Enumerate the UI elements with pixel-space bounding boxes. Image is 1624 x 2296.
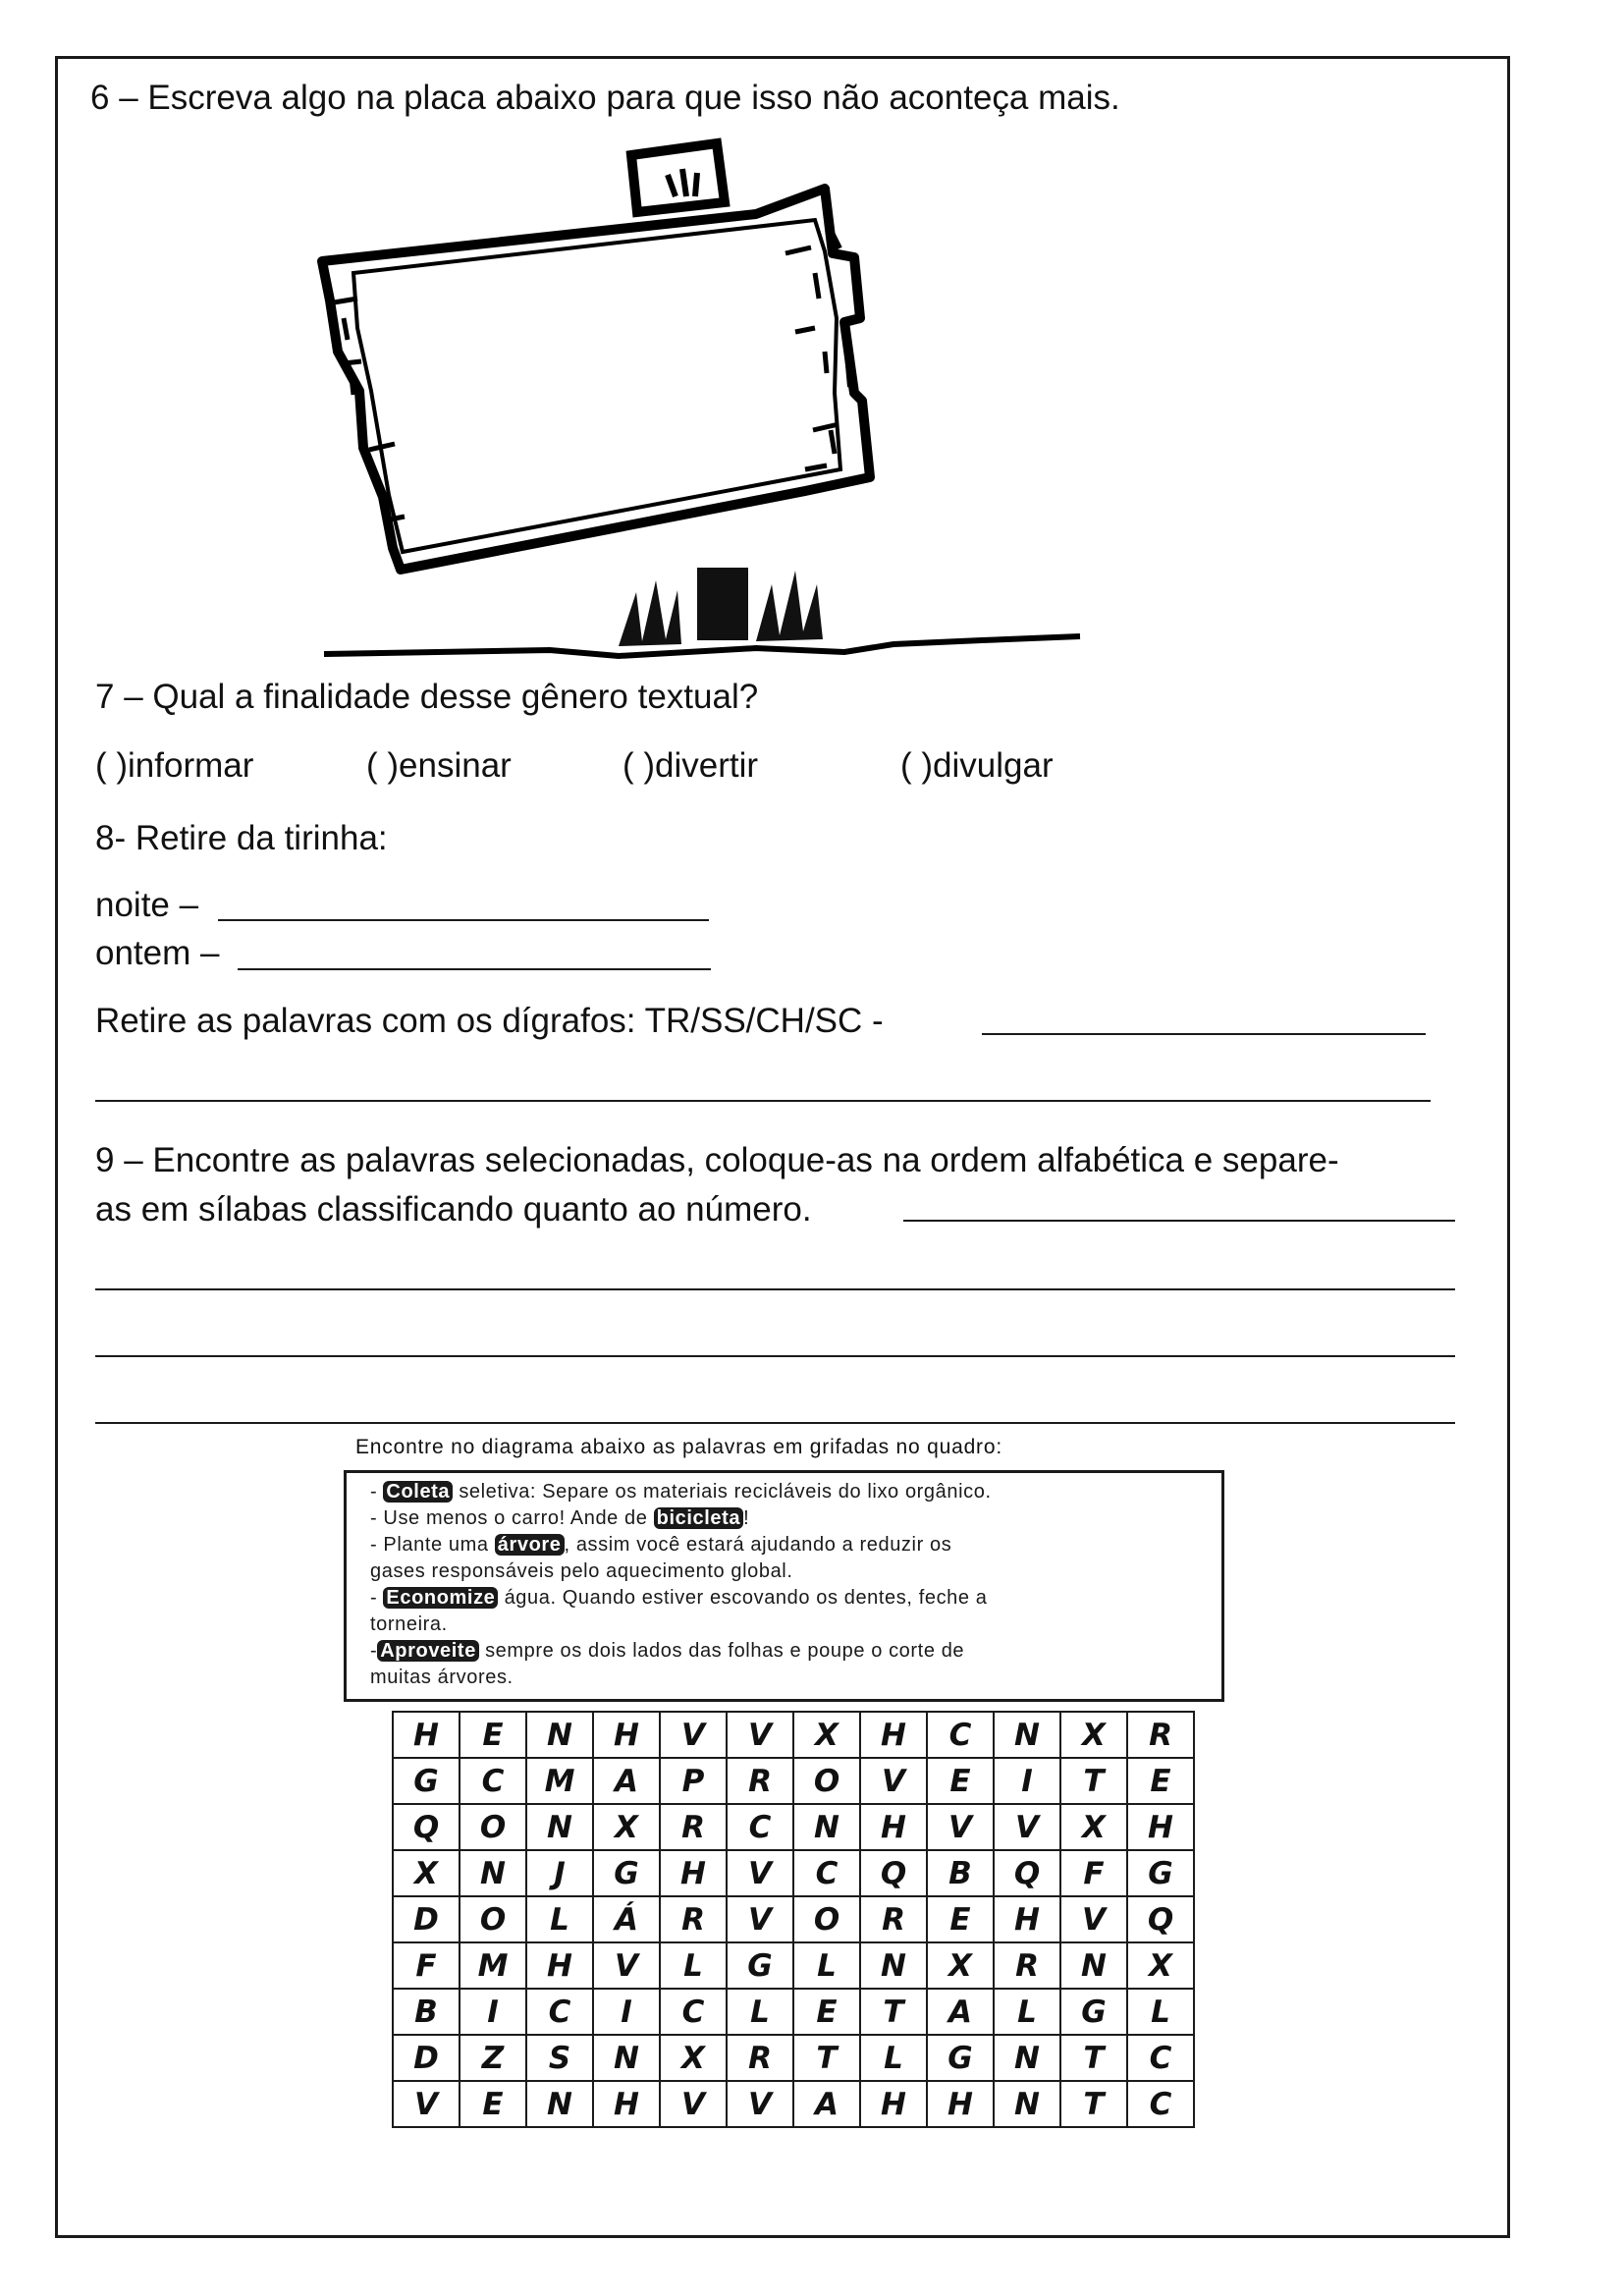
grid-cell[interactable]: G bbox=[927, 2035, 994, 2081]
grid-cell[interactable]: E bbox=[460, 1712, 526, 1758]
grid-cell[interactable]: R bbox=[660, 1804, 727, 1850]
grid-cell[interactable]: V bbox=[593, 1942, 660, 1989]
question-9-line-1: 9 – Encontre as palavras selecionadas, coloque-as na ordem alfabética e separe- bbox=[95, 1141, 1339, 1179]
grid-cell[interactable]: I bbox=[593, 1989, 660, 2035]
grid-cell[interactable]: H bbox=[526, 1942, 593, 1989]
grid-cell[interactable]: H bbox=[860, 1804, 927, 1850]
grid-cell[interactable]: H bbox=[593, 1712, 660, 1758]
grid-cell[interactable]: N bbox=[994, 2081, 1060, 2127]
grid-row bbox=[393, 2081, 1194, 2127]
grid-cell[interactable]: N bbox=[526, 1712, 593, 1758]
grid-cell[interactable]: R bbox=[727, 2035, 793, 2081]
wooden-sign-illustration bbox=[295, 136, 1178, 678]
grid-cell[interactable]: C bbox=[927, 1712, 994, 1758]
highlighted-word-coleta: Coleta bbox=[383, 1481, 453, 1503]
grid-cell[interactable]: X bbox=[793, 1712, 860, 1758]
grid-row bbox=[393, 1712, 1194, 1758]
highlighted-word-aproveite: Aproveite bbox=[377, 1640, 479, 1662]
grid-cell[interactable]: H bbox=[927, 2081, 994, 2127]
option-divulgar[interactable]: ( )divulgar bbox=[900, 746, 1054, 785]
instruction-line: muitas árvores. bbox=[370, 1667, 514, 1688]
grid-cell[interactable]: T bbox=[1060, 2035, 1127, 2081]
question-6: 6 – Escreva algo na placa abaixo para que isso não aconteça mais. bbox=[90, 79, 1120, 117]
grid-cell[interactable]: E bbox=[1127, 1758, 1194, 1804]
grid-cell[interactable]: T bbox=[1060, 2081, 1127, 2127]
grid-cell[interactable]: C bbox=[1127, 2035, 1194, 2081]
option-divertir[interactable]: ( )divertir bbox=[623, 746, 759, 785]
highlighted-word-economize: Economize bbox=[383, 1587, 498, 1609]
wordsearch-grid bbox=[392, 1711, 1195, 2128]
noite-answer-line[interactable] bbox=[218, 919, 709, 921]
grid-cell[interactable]: L bbox=[860, 2035, 927, 2081]
grid-cell[interactable]: C bbox=[793, 1850, 860, 1896]
grid-cell[interactable]: G bbox=[1127, 1850, 1194, 1896]
grid-cell[interactable]: H bbox=[994, 1896, 1060, 1942]
grid-cell[interactable]: Q bbox=[994, 1850, 1060, 1896]
grid-row bbox=[393, 1850, 1194, 1896]
grid-cell[interactable]: G bbox=[727, 1942, 793, 1989]
grid-cell[interactable]: A bbox=[593, 1758, 660, 1804]
grid-cell[interactable]: L bbox=[660, 1942, 727, 1989]
q9-answer-line-1[interactable] bbox=[903, 1220, 1455, 1222]
grid-row bbox=[393, 1804, 1194, 1850]
ontem-answer-line[interactable] bbox=[238, 968, 711, 970]
grid-cell[interactable]: G bbox=[593, 1850, 660, 1896]
instruction-line bbox=[370, 1585, 1202, 1612]
instruction-line: torneira. bbox=[370, 1613, 448, 1635]
grid-cell[interactable]: D bbox=[393, 2035, 460, 2081]
grid-cell[interactable]: A bbox=[927, 1989, 994, 2035]
grid-cell[interactable]: H bbox=[860, 2081, 927, 2127]
digrafos-answer-line-2[interactable] bbox=[95, 1100, 1431, 1102]
grid-cell[interactable]: I bbox=[994, 1758, 1060, 1804]
instruction-line bbox=[370, 1532, 1202, 1558]
text-fragment: , assim você estará ajudando a reduzir os bbox=[564, 1534, 952, 1556]
grid-cell[interactable]: R bbox=[660, 1896, 727, 1942]
grid-cell[interactable]: C bbox=[1127, 2081, 1194, 2127]
grid-cell[interactable]: T bbox=[793, 2035, 860, 2081]
grid-cell[interactable]: V bbox=[727, 1850, 793, 1896]
instruction-line bbox=[370, 1638, 1202, 1665]
grid-cell[interactable]: N bbox=[860, 1942, 927, 1989]
grid-cell[interactable]: N bbox=[793, 1804, 860, 1850]
grid-cell[interactable]: S bbox=[526, 2035, 593, 2081]
grid-cell[interactable]: X bbox=[927, 1942, 994, 1989]
wordsearch-instructions-box bbox=[344, 1470, 1224, 1702]
highlighted-word-arvore: árvore bbox=[495, 1534, 565, 1556]
grid-cell[interactable]: D bbox=[393, 1896, 460, 1942]
grid-cell[interactable]: E bbox=[927, 1758, 994, 1804]
grid-cell[interactable]: V bbox=[860, 1758, 927, 1804]
grid-cell[interactable]: I bbox=[460, 1989, 526, 2035]
grid-cell[interactable]: V bbox=[660, 2081, 727, 2127]
noite-label: noite – bbox=[95, 886, 199, 924]
grid-cell[interactable]: C bbox=[526, 1989, 593, 2035]
ontem-label: ontem – bbox=[95, 934, 220, 972]
grid-cell[interactable]: M bbox=[526, 1758, 593, 1804]
instruction-line bbox=[370, 1479, 1202, 1505]
grid-cell[interactable]: Á bbox=[593, 1896, 660, 1942]
grid-cell[interactable]: F bbox=[393, 1942, 460, 1989]
grid-cell[interactable]: M bbox=[460, 1942, 526, 1989]
grid-cell[interactable]: N bbox=[526, 2081, 593, 2127]
highlighted-word-bicicleta: bicicleta bbox=[654, 1507, 743, 1529]
grid-cell[interactable]: H bbox=[393, 1712, 460, 1758]
text-fragment: - Use menos o carro! Ande de bbox=[370, 1507, 654, 1529]
text-fragment: seletiva: Separe os materiais recicláveis do lixo orgânico. bbox=[453, 1481, 992, 1503]
grid-cell[interactable]: L bbox=[526, 1896, 593, 1942]
grid-cell[interactable]: L bbox=[994, 1989, 1060, 2035]
grid-row bbox=[393, 2035, 1194, 2081]
wordsearch-caption: Encontre no diagrama abaixo as palavras em grifadas no quadro: bbox=[355, 1436, 1002, 1458]
instruction-line: gases responsáveis pelo aquecimento global. bbox=[370, 1560, 793, 1582]
grid-cell[interactable]: V bbox=[393, 2081, 460, 2127]
grid-row bbox=[393, 1896, 1194, 1942]
grid-cell[interactable]: O bbox=[460, 1896, 526, 1942]
text-fragment: sempre os dois lados das folhas e poupe o corte de bbox=[478, 1640, 965, 1662]
digrafos-prompt: Retire as palavras com os dígrafos: TR/SS/CH/SC - bbox=[95, 1002, 884, 1040]
option-informar[interactable]: ( )informar bbox=[95, 746, 254, 785]
grid-cell[interactable]: L bbox=[727, 1989, 793, 2035]
grid-cell[interactable]: X bbox=[1060, 1712, 1127, 1758]
grid-row bbox=[393, 1758, 1194, 1804]
grid-cell[interactable]: E bbox=[460, 2081, 526, 2127]
grid-cell[interactable]: R bbox=[860, 1896, 927, 1942]
grid-cell[interactable]: V bbox=[727, 1896, 793, 1942]
grid-row bbox=[393, 1942, 1194, 1989]
text-fragment: - Plante uma bbox=[370, 1534, 495, 1556]
grid-cell[interactable]: V bbox=[660, 1712, 727, 1758]
grid-cell[interactable]: A bbox=[793, 2081, 860, 2127]
grid-cell[interactable]: Z bbox=[460, 2035, 526, 2081]
text-fragment: água. Quando estiver escovando os dentes, feche a bbox=[498, 1587, 988, 1609]
grid-cell[interactable]: Q bbox=[393, 1804, 460, 1850]
grid-cell[interactable]: R bbox=[994, 1942, 1060, 1989]
grid-cell[interactable]: L bbox=[793, 1942, 860, 1989]
grid-cell[interactable]: X bbox=[1127, 1942, 1194, 1989]
grid-cell[interactable]: N bbox=[460, 1850, 526, 1896]
grid-cell[interactable]: L bbox=[1127, 1989, 1194, 2035]
grid-cell[interactable]: V bbox=[927, 1804, 994, 1850]
grid-cell[interactable]: X bbox=[1060, 1804, 1127, 1850]
grid-cell[interactable]: H bbox=[660, 1850, 727, 1896]
grid-cell[interactable]: H bbox=[860, 1712, 927, 1758]
q9-answer-line-2[interactable] bbox=[95, 1288, 1455, 1290]
grid-cell[interactable]: N bbox=[1060, 1942, 1127, 1989]
grid-cell[interactable]: G bbox=[393, 1758, 460, 1804]
q9-answer-line-4[interactable] bbox=[95, 1422, 1455, 1424]
question-9-line-2: as em sílabas classificando quanto ao número. bbox=[95, 1190, 812, 1229]
grid-cell[interactable]: O bbox=[793, 1896, 860, 1942]
grid-cell[interactable]: P bbox=[660, 1758, 727, 1804]
grid-cell[interactable]: C bbox=[660, 1989, 727, 2035]
q9-answer-line-3[interactable] bbox=[95, 1355, 1455, 1357]
grid-cell[interactable]: H bbox=[593, 2081, 660, 2127]
grid-row bbox=[393, 1989, 1194, 2035]
grid-cell[interactable]: T bbox=[860, 1989, 927, 2035]
grid-cell[interactable]: X bbox=[393, 1850, 460, 1896]
grid-cell[interactable]: Q bbox=[1127, 1896, 1194, 1942]
grid-cell[interactable]: X bbox=[660, 2035, 727, 2081]
grid-cell[interactable]: V bbox=[994, 1804, 1060, 1850]
grid-cell[interactable]: V bbox=[727, 2081, 793, 2127]
text-fragment: - bbox=[370, 1587, 384, 1609]
instruction-line bbox=[370, 1505, 1202, 1532]
grid-cell[interactable]: B bbox=[393, 1989, 460, 2035]
grid-cell[interactable]: B bbox=[927, 1850, 994, 1896]
grid-cell[interactable]: R bbox=[727, 1758, 793, 1804]
grid-cell[interactable]: O bbox=[793, 1758, 860, 1804]
grid-cell[interactable]: N bbox=[994, 2035, 1060, 2081]
grid-cell[interactable]: O bbox=[460, 1804, 526, 1850]
grid-cell[interactable]: R bbox=[1127, 1712, 1194, 1758]
text-fragment: ! bbox=[743, 1507, 750, 1529]
grid-cell[interactable]: T bbox=[1060, 1758, 1127, 1804]
grid-cell[interactable]: N bbox=[526, 1804, 593, 1850]
text-fragment: - bbox=[370, 1481, 384, 1503]
grid-cell[interactable]: C bbox=[460, 1758, 526, 1804]
question-8: 8- Retire da tirinha: bbox=[95, 819, 388, 857]
grid-cell[interactable]: N bbox=[593, 2035, 660, 2081]
grid-cell[interactable]: V bbox=[1060, 1896, 1127, 1942]
grid-cell[interactable]: Q bbox=[860, 1850, 927, 1896]
question-7: 7 – Qual a finalidade desse gênero textual? bbox=[95, 678, 759, 716]
grid-cell[interactable]: E bbox=[927, 1896, 994, 1942]
grid-cell[interactable]: E bbox=[793, 1989, 860, 2035]
text-fragment: - bbox=[370, 1640, 378, 1662]
grid-cell[interactable]: N bbox=[994, 1712, 1060, 1758]
grid-cell[interactable]: J bbox=[526, 1850, 593, 1896]
grid-cell[interactable]: G bbox=[1060, 1989, 1127, 2035]
grid-cell[interactable]: X bbox=[593, 1804, 660, 1850]
digrafos-answer-line-1[interactable] bbox=[982, 1033, 1426, 1035]
grid-cell[interactable]: C bbox=[727, 1804, 793, 1850]
grid-cell[interactable]: V bbox=[727, 1712, 793, 1758]
grid-cell[interactable]: H bbox=[1127, 1804, 1194, 1850]
option-ensinar[interactable]: ( )ensinar bbox=[366, 746, 512, 785]
grid-cell[interactable]: F bbox=[1060, 1850, 1127, 1896]
